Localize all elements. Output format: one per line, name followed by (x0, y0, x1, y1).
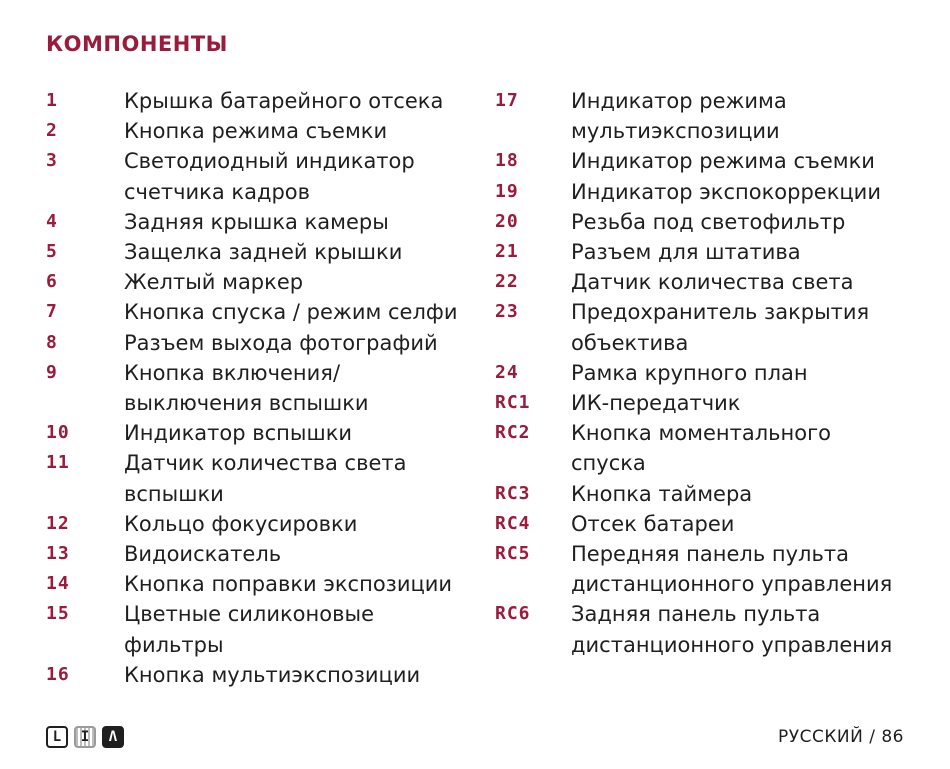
item-text: Датчик количества света вспышки (124, 451, 407, 506)
item-text: Крышка батарейного отсека (124, 89, 444, 113)
logo-letter-lambda: Λ (102, 726, 124, 748)
item-number: 9 (46, 361, 58, 383)
list-item (46, 358, 476, 418)
item-text: Задняя панель пульта дистанционного управления (571, 602, 893, 657)
item-number: 20 (495, 210, 519, 232)
item-number: 12 (46, 512, 70, 534)
item-text: Предохранитель закрытия объектива (571, 300, 870, 355)
item-text: Рамка крупного план (571, 360, 808, 385)
item-text: Датчик количества света (571, 270, 854, 295)
list-item (495, 358, 935, 388)
logo-letter-l: L (46, 726, 68, 748)
components-list-left (46, 86, 476, 690)
list-item (46, 116, 476, 146)
item-number: 23 (495, 301, 519, 323)
item-text: Цветные силиконовые фильтры (124, 602, 374, 657)
item-text: Кнопка включения/ выключения вспышки (124, 360, 369, 416)
logo-letter-i: I (74, 726, 96, 748)
list-item (46, 86, 476, 116)
item-number: RC6 (495, 603, 531, 625)
list-item (495, 177, 935, 207)
list-item (46, 237, 476, 267)
list-item (495, 237, 935, 267)
item-number: 4 (46, 210, 58, 232)
item-number: 6 (46, 271, 58, 293)
item-number: 3 (46, 150, 58, 172)
components-list-right (495, 86, 935, 660)
item-text: Разъем для штатива (571, 240, 801, 265)
list-item (495, 388, 935, 418)
item-number: 14 (46, 573, 70, 595)
list-item (495, 86, 935, 146)
item-number: 15 (46, 603, 70, 625)
item-number: 13 (46, 543, 70, 565)
list-item (46, 539, 476, 569)
item-number: 10 (46, 422, 70, 444)
item-text: Кнопка мультиэкспозиции (124, 662, 421, 687)
item-number: RC3 (495, 482, 531, 504)
item-text: Защелка задней крышки (124, 240, 403, 265)
item-text: Передняя панель пульта дистанционного управления (571, 542, 893, 597)
brand-logo (46, 726, 124, 748)
list-item (495, 509, 935, 539)
list-item (46, 569, 476, 599)
item-text: Кнопка моментального спуска (571, 421, 831, 476)
list-item (495, 207, 935, 237)
item-text: Индикатор вспышки (124, 421, 353, 446)
list-item (46, 297, 476, 327)
list-item (46, 146, 476, 206)
item-text: Кнопка спуска / режим селфи (124, 300, 458, 325)
item-text: Видоискатель (124, 542, 282, 567)
list-item (46, 267, 476, 297)
item-text: Светодиодный индикатор счетчика кадров (124, 149, 415, 204)
item-number: 19 (495, 180, 519, 202)
item-number: RC1 (495, 392, 531, 414)
item-number: 2 (46, 120, 58, 142)
item-text: Кнопка таймера (571, 481, 753, 506)
list-item (46, 599, 476, 659)
item-text: Кнопка режима съемки (124, 119, 388, 144)
list-item (46, 328, 476, 358)
item-text: Желтый маркер (124, 270, 304, 295)
item-text: Отсек батареи (571, 511, 735, 536)
page-title: КОМПОНЕНТЫ (46, 32, 228, 56)
item-text: ИК-передатчик (571, 391, 741, 416)
list-item (495, 479, 935, 509)
item-number: RC4 (495, 512, 531, 534)
list-item (495, 418, 935, 478)
list-item (495, 146, 935, 176)
item-text: Индикатор режима мультиэкспозиции (571, 89, 787, 144)
item-text: Резьба под светофильтр (571, 209, 846, 234)
item-number: 8 (46, 331, 58, 353)
item-number: 21 (495, 241, 519, 263)
item-text: Кольцо фокусировки (124, 511, 358, 536)
item-number: 17 (495, 90, 519, 111)
list-item (46, 509, 476, 539)
item-number: 5 (46, 241, 58, 263)
item-text: Задняя крышка камеры (124, 209, 389, 234)
item-number: 7 (46, 301, 58, 323)
item-text: Индикатор режима съемки (571, 149, 875, 174)
item-text: Кнопка поправки экспозиции (124, 572, 453, 597)
list-item (46, 207, 476, 237)
page-number: РУССКИЙ / 86 (777, 727, 904, 747)
item-number: 1 (46, 90, 58, 111)
item-number: 11 (46, 452, 70, 474)
list-item (46, 660, 476, 690)
item-number: 22 (495, 271, 519, 293)
list-item (495, 297, 935, 357)
item-text: Разъем выхода фотографий (124, 330, 438, 355)
list-item (46, 448, 476, 508)
list-item (495, 539, 935, 599)
list-item (46, 418, 476, 448)
list-item (495, 599, 935, 659)
item-number: RC2 (495, 422, 531, 444)
list-item (495, 267, 935, 297)
item-number: 24 (495, 361, 519, 383)
item-text: Индикатор экспокоррекции (571, 179, 881, 204)
item-number: 18 (495, 150, 519, 172)
item-number: 16 (46, 663, 70, 685)
item-number: RC5 (495, 543, 531, 565)
